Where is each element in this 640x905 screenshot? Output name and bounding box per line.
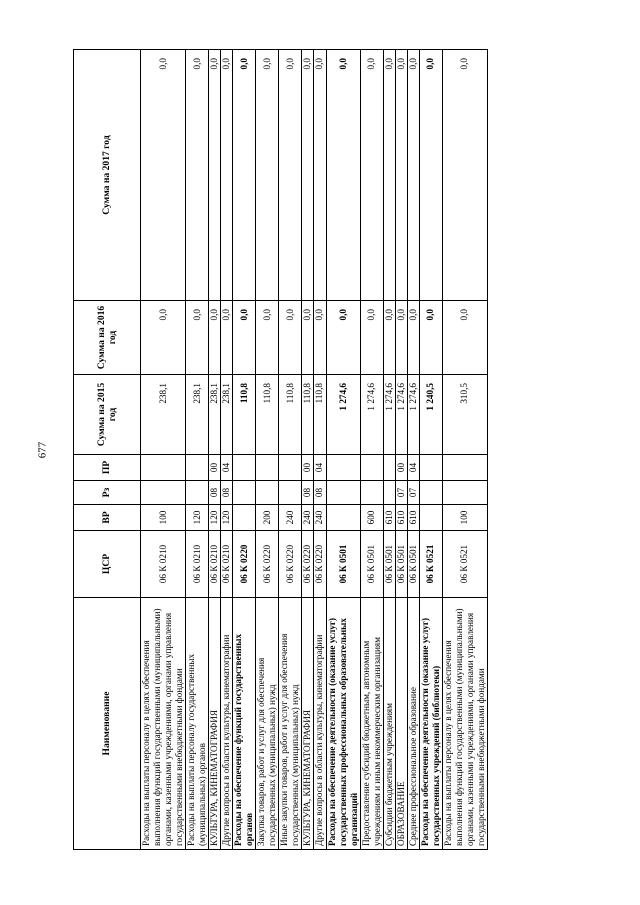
table-row <box>442 50 487 850</box>
row-vr-cell <box>326 505 360 531</box>
row-rz-cell: 07 <box>407 481 419 505</box>
row-csr-cell: 06 К 0210 <box>209 531 221 598</box>
table-row <box>314 50 326 850</box>
row-csr-cell: 06 К 0220 <box>314 531 326 598</box>
row-sum-2017-cell: 0,0 <box>233 50 256 301</box>
row-sum-2016-cell: 0,0 <box>395 301 407 375</box>
row-pr-cell <box>186 455 209 481</box>
row-pr-cell: 04 <box>314 455 326 481</box>
table-row <box>395 50 407 850</box>
row-csr-cell: 06 К 0501 <box>395 531 407 598</box>
row-rz-cell <box>186 481 209 505</box>
table-row <box>383 50 395 850</box>
table-row <box>141 50 186 850</box>
row-name-cell: Расходы на обеспечение деятельности (оказание услуг) государственных учреждений (библиотеки) <box>419 598 442 850</box>
row-sum-2016-cell: 0,0 <box>407 301 419 375</box>
table-header-row <box>74 50 141 850</box>
row-name-cell: Среднее профессиональное образование <box>407 598 419 850</box>
row-sum-2017-cell: 0,0 <box>442 50 487 301</box>
row-sum-2015-cell: 110,8 <box>233 375 256 455</box>
table-body <box>141 50 488 850</box>
row-csr-cell: 06 К 0501 <box>326 531 360 598</box>
row-sum-2017-cell: 0,0 <box>419 50 442 301</box>
budget-table-container <box>73 50 573 850</box>
row-csr-cell: 06 К 0220 <box>256 531 279 598</box>
row-name-cell: ОБРАЗОВАНИЕ <box>395 598 407 850</box>
row-vr-cell: 610 <box>407 505 419 531</box>
row-name-cell: Другие вопросы в области культуры, кинематографии <box>221 598 233 850</box>
row-rz-cell <box>442 481 487 505</box>
header-name: Наименование <box>74 598 141 850</box>
row-sum-2016-cell: 0,0 <box>383 301 395 375</box>
table-row <box>256 50 279 850</box>
row-sum-2016-cell: 0,0 <box>302 301 314 375</box>
row-name-cell: Расходы на выплаты персоналу в целях обеспечения выполнения функций государственными (муниципальными) органами, казенными учреждениями, органами управления государственными внебюджетными фондами <box>442 598 487 850</box>
row-csr-cell: 06 К 0220 <box>279 531 302 598</box>
row-rz-cell <box>233 481 256 505</box>
row-vr-cell: 610 <box>383 505 395 531</box>
row-pr-cell: 00 <box>302 455 314 481</box>
row-sum-2017-cell: 0,0 <box>141 50 186 301</box>
table-row <box>233 50 256 850</box>
row-vr-cell: 120 <box>186 505 209 531</box>
row-sum-2015-cell: 1 274,6 <box>360 375 383 455</box>
row-vr-cell: 600 <box>360 505 383 531</box>
row-rz-cell <box>141 481 186 505</box>
row-sum-2017-cell: 0,0 <box>221 50 233 301</box>
row-sum-2017-cell: 0,0 <box>407 50 419 301</box>
row-sum-2016-cell: 0,0 <box>209 301 221 375</box>
row-name-cell: Субсидии бюджетным учреждениям <box>383 598 395 850</box>
row-sum-2015-cell: 238,1 <box>209 375 221 455</box>
row-name-cell: Иные закупки товаров, работ и услуг для обеспечения государственных (муниципальных) нужд <box>279 598 302 850</box>
row-rz-cell <box>383 481 395 505</box>
row-csr-cell: 06 К 0220 <box>302 531 314 598</box>
row-name-cell: Расходы на обеспечение функций государственных органов <box>233 598 256 850</box>
row-name-cell: Расходы на выплаты персоналу государственных (муниципальных) органов <box>186 598 209 850</box>
table-row <box>221 50 233 850</box>
row-sum-2016-cell: 0,0 <box>141 301 186 375</box>
row-sum-2017-cell: 0,0 <box>256 50 279 301</box>
table-row <box>279 50 302 850</box>
header-pr: ПР <box>74 455 141 481</box>
row-csr-cell: 06 К 0210 <box>221 531 233 598</box>
table-row <box>302 50 314 850</box>
row-vr-cell: 200 <box>256 505 279 531</box>
row-rz-cell <box>360 481 383 505</box>
row-pr-cell <box>383 455 395 481</box>
header-rz: Рз <box>74 481 141 505</box>
row-csr-cell: 06 К 0210 <box>186 531 209 598</box>
table-row <box>360 50 383 850</box>
row-sum-2016-cell: 0,0 <box>419 301 442 375</box>
row-name-cell: Другие вопросы в области культуры, кинематографии <box>314 598 326 850</box>
row-vr-cell: 240 <box>302 505 314 531</box>
row-pr-cell: 00 <box>395 455 407 481</box>
row-vr-cell: 100 <box>141 505 186 531</box>
row-name-cell: Предоставление субсидий бюджетным, автономным учреждениям и иным некоммерческим организациям <box>360 598 383 850</box>
row-vr-cell <box>233 505 256 531</box>
row-sum-2017-cell: 0,0 <box>302 50 314 301</box>
row-pr-cell <box>360 455 383 481</box>
row-sum-2015-cell: 110,8 <box>314 375 326 455</box>
row-csr-cell: 06 К 0501 <box>407 531 419 598</box>
row-name-cell: Расходы на выплаты персоналу в целях обеспечения выполнения функций государственными (муниципальными) органами, казенными учреждениями, органами управления государственными внебюджетными фондами <box>141 598 186 850</box>
row-pr-cell: 04 <box>221 455 233 481</box>
row-sum-2017-cell: 0,0 <box>383 50 395 301</box>
row-rz-cell <box>256 481 279 505</box>
row-csr-cell: 06 К 0220 <box>233 531 256 598</box>
row-sum-2015-cell: 238,1 <box>186 375 209 455</box>
row-sum-2016-cell: 0,0 <box>326 301 360 375</box>
row-sum-2015-cell: 1 274,6 <box>383 375 395 455</box>
row-sum-2015-cell: 238,1 <box>141 375 186 455</box>
row-sum-2016-cell: 0,0 <box>442 301 487 375</box>
row-sum-2017-cell: 0,0 <box>395 50 407 301</box>
row-sum-2015-cell: 1 274,6 <box>407 375 419 455</box>
row-name-cell: Расходы на обеспечение деятельности (оказание услуг) государственных профессиональных образовательных организаций <box>326 598 360 850</box>
row-sum-2016-cell: 0,0 <box>279 301 302 375</box>
table-row <box>186 50 209 850</box>
row-vr-cell: 100 <box>442 505 487 531</box>
row-csr-cell: 06 К 0501 <box>360 531 383 598</box>
row-sum-2015-cell: 310,5 <box>442 375 487 455</box>
row-sum-2017-cell: 0,0 <box>314 50 326 301</box>
row-rz-cell: 07 <box>395 481 407 505</box>
table-row <box>407 50 419 850</box>
row-rz-cell <box>326 481 360 505</box>
row-pr-cell <box>256 455 279 481</box>
row-vr-cell <box>419 505 442 531</box>
row-rz-cell: 08 <box>221 481 233 505</box>
row-csr-cell: 06 К 0210 <box>141 531 186 598</box>
header-sum-2017: Сумма на 2017 год <box>74 50 141 301</box>
row-sum-2017-cell: 0,0 <box>279 50 302 301</box>
row-name-cell: Закупка товаров, работ и услуг для обеспечения государственных (муниципальных) нужд <box>256 598 279 850</box>
row-pr-cell: 00 <box>209 455 221 481</box>
page-number: 677 <box>36 441 49 459</box>
row-sum-2016-cell: 0,0 <box>221 301 233 375</box>
row-sum-2015-cell: 110,8 <box>302 375 314 455</box>
row-sum-2016-cell: 0,0 <box>314 301 326 375</box>
row-vr-cell: 120 <box>209 505 221 531</box>
row-rz-cell: 08 <box>302 481 314 505</box>
row-rz-cell <box>419 481 442 505</box>
header-sum-2015: Сумма на 2015 год <box>74 375 141 455</box>
row-sum-2015-cell: 238,1 <box>221 375 233 455</box>
table-row <box>326 50 360 850</box>
row-name-cell: КУЛЬТУРА, КИНЕМАТОГРАФИЯ <box>209 598 221 850</box>
row-pr-cell <box>442 455 487 481</box>
row-sum-2017-cell: 0,0 <box>209 50 221 301</box>
row-sum-2015-cell: 1 240,5 <box>419 375 442 455</box>
row-csr-cell: 06 К 0521 <box>442 531 487 598</box>
row-vr-cell: 120 <box>221 505 233 531</box>
row-sum-2015-cell: 110,8 <box>256 375 279 455</box>
row-csr-cell: 06 К 0501 <box>383 531 395 598</box>
row-csr-cell: 06 К 0521 <box>419 531 442 598</box>
row-vr-cell: 610 <box>395 505 407 531</box>
row-sum-2016-cell: 0,0 <box>360 301 383 375</box>
row-sum-2015-cell: 110,8 <box>279 375 302 455</box>
row-rz-cell <box>279 481 302 505</box>
row-name-cell: КУЛЬТУРА, КИНЕМАТОГРАФИЯ <box>302 598 314 850</box>
row-pr-cell <box>233 455 256 481</box>
budget-table <box>73 49 488 850</box>
row-sum-2017-cell: 0,0 <box>326 50 360 301</box>
row-sum-2016-cell: 0,0 <box>233 301 256 375</box>
header-sum-2016: Сумма на 2016 год <box>74 301 141 375</box>
row-pr-cell <box>326 455 360 481</box>
row-sum-2016-cell: 0,0 <box>256 301 279 375</box>
row-vr-cell: 240 <box>314 505 326 531</box>
row-sum-2015-cell: 1 274,6 <box>395 375 407 455</box>
row-pr-cell: 04 <box>407 455 419 481</box>
row-rz-cell: 08 <box>209 481 221 505</box>
row-vr-cell: 240 <box>279 505 302 531</box>
header-csr: ЦСР <box>74 531 141 598</box>
row-sum-2017-cell: 0,0 <box>186 50 209 301</box>
row-sum-2016-cell: 0,0 <box>186 301 209 375</box>
row-pr-cell <box>279 455 302 481</box>
row-sum-2017-cell: 0,0 <box>360 50 383 301</box>
row-sum-2015-cell: 1 274,6 <box>326 375 360 455</box>
row-pr-cell <box>419 455 442 481</box>
header-vr: ВР <box>74 505 141 531</box>
row-pr-cell <box>141 455 186 481</box>
table-row <box>209 50 221 850</box>
table-row <box>419 50 442 850</box>
row-rz-cell: 08 <box>314 481 326 505</box>
